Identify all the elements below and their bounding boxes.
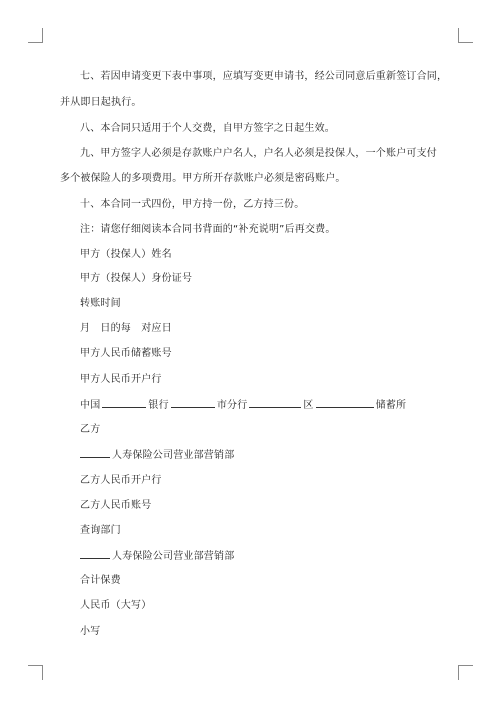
savings-office-blank [316, 397, 374, 408]
city-blank [171, 397, 215, 408]
party-a-name-label: 甲方（投保人）姓名 [80, 249, 172, 260]
inquiry-company-blank [80, 548, 110, 559]
crop-mark-bottom-left [28, 665, 43, 680]
party-b-account-label: 乙方人民币账号 [80, 500, 152, 511]
district-blank [249, 397, 301, 408]
total-premium-label: 合计保费 [80, 575, 121, 586]
party-b-company-line [80, 447, 234, 463]
bank-address-bank: 银行 [148, 400, 169, 411]
transfer-time-label: 转账时间 [80, 298, 121, 309]
lowercase-label: 小写 [80, 626, 101, 637]
party-b-company: 人寿保险公司营业部营销部 [112, 450, 235, 461]
inquiry-company-line [80, 548, 234, 564]
bank-name-blank [102, 397, 146, 408]
clause-9-line-1: 九、甲方签字人必须是存款账户户名人，户名人必须是投保人，一个账户可支付 [80, 148, 437, 159]
clause-10: 十、本合同一式四份，甲方持一份，乙方持三份。 [80, 199, 305, 210]
crop-mark-top-right [458, 28, 473, 43]
inquiry-department-label: 查询部门 [80, 525, 121, 536]
party-b-label: 乙方 [80, 424, 101, 435]
party-b-bank-label: 乙方人民币开户行 [80, 475, 162, 486]
clause-7-line-2: 并从即日起执行。 [60, 97, 142, 108]
note: 注：请您仔细阅读本合同书背面的“补充说明”后再交费。 [80, 224, 336, 235]
bank-address-city-branch: 市分行 [216, 400, 248, 411]
clause-9-line-2: 多个被保险人的多项费用。甲方所开存款账户必须是密码账户。 [60, 173, 346, 184]
clause-8: 八、本合同只适用于个人交费，自甲方签字之日起生效。 [80, 123, 335, 134]
bank-address-savings-office: 储蓄所 [375, 400, 407, 411]
party-a-bank-address-line [80, 397, 406, 413]
transfer-date-label: 月 日的每 对应日 [80, 323, 172, 334]
inquiry-company: 人寿保险公司营业部营销部 [112, 551, 235, 562]
crop-mark-top-left [28, 28, 43, 43]
bank-address-district: 区 [303, 400, 314, 411]
crop-mark-bottom-right [458, 665, 473, 680]
rmb-uppercase-label: 人民币（大写） [80, 600, 152, 611]
party-a-id-label: 甲方（投保人）身份证号 [80, 273, 193, 284]
clause-7-line-1: 七、若因申请变更下表中事项，应填写变更申请书，经公司同意后重新签订合同， [80, 71, 448, 82]
party-a-account-label: 甲方人民币储蓄账号 [80, 348, 172, 359]
party-a-bank-label: 甲方人民币开户行 [80, 374, 162, 385]
company-name-blank [80, 447, 110, 458]
bank-address-country: 中国 [80, 400, 101, 411]
